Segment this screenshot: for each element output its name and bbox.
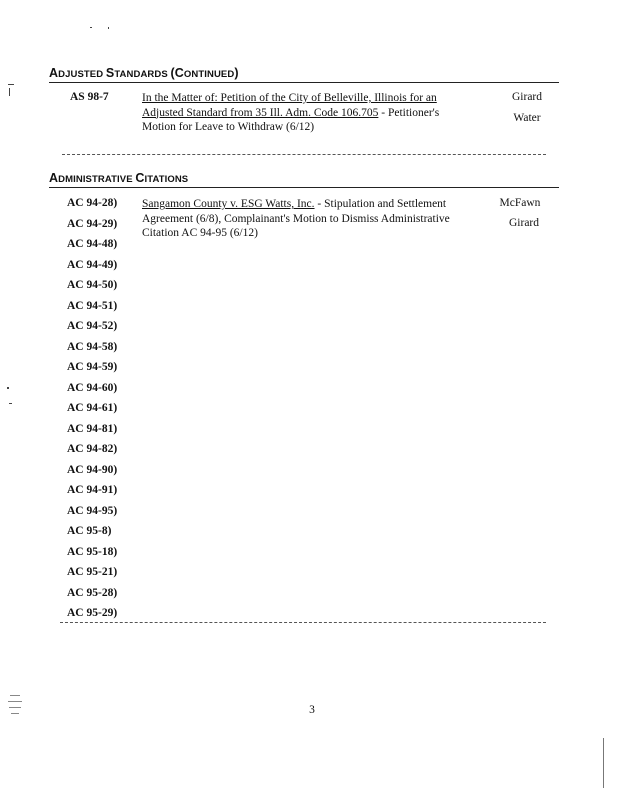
docket-number: AC 94-81) <box>67 422 118 435</box>
scan-speck <box>8 701 22 702</box>
description-text: - Petitioner's Motion for Leave to Withdraw (6/12) <box>142 106 440 133</box>
docket-number: AC 94-61) <box>67 402 118 414</box>
board-member-name: Girard <box>508 217 539 229</box>
docket-number: AC 94-52) <box>67 320 118 332</box>
heading-rule <box>49 187 559 188</box>
scan-speck <box>8 84 14 85</box>
scan-speck <box>9 88 10 96</box>
docket-number: AC 94-95) <box>67 504 118 517</box>
docket-number: AC 94-29) <box>67 217 118 230</box>
docket-number: AC 95-8) <box>67 525 112 537</box>
docket-number: AC 95-29) <box>67 607 118 619</box>
scan-speck <box>108 27 109 29</box>
case-title: Sangamon County v. ESG Watts, Inc. <box>142 198 315 210</box>
docket-number: AC 94-90) <box>67 463 118 476</box>
board-member-name: Girard <box>511 91 542 103</box>
docket-number: AC 94-48) <box>67 238 118 250</box>
scan-speck <box>603 738 604 788</box>
docket-number: AC 95-21) <box>67 566 118 578</box>
case-title: In the Matter of: Petition of the City of Belleville, Illinois for an Adjusted Standard from 35 Ill. Adm. Code 106.705 <box>142 92 437 119</box>
scan-speck <box>11 713 19 714</box>
page-number: 3 <box>309 704 315 716</box>
section-heading-adjusted-standards: ADJUSTED STANDARDS (CONTINUED) <box>49 66 239 80</box>
docket-number: AC 94-49) <box>67 258 118 271</box>
docket-number: AC 94-51) <box>67 299 118 312</box>
scan-speck <box>9 403 12 404</box>
entry-description <box>142 197 472 241</box>
docket-number: AC 94-58) <box>67 340 118 353</box>
scan-speck <box>9 707 21 708</box>
entry-description <box>142 91 462 135</box>
docket-number: AC 94-50) <box>67 279 118 291</box>
heading-rule <box>49 82 559 83</box>
docket-number: AC 95-28) <box>67 586 118 599</box>
scan-speck <box>90 27 92 28</box>
scan-speck <box>7 387 9 389</box>
docket-number: AC 94-91) <box>67 484 118 496</box>
board-member-name: McFawn <box>499 197 541 209</box>
docket-number: AC 94-60) <box>67 381 118 394</box>
docket-number: AC 94-82) <box>67 443 118 455</box>
section-divider <box>62 154 546 155</box>
docket-number: AC 95-18) <box>67 545 118 558</box>
docket-number: AC 94-59) <box>67 361 118 373</box>
section-divider <box>60 622 546 623</box>
docket-number: AC 94-28) <box>67 197 118 209</box>
scan-speck <box>10 695 20 696</box>
section-heading-administrative-citations: ADMINISTRATIVE CITATIONS <box>49 171 189 185</box>
board-member-name: Water <box>513 112 541 124</box>
docket-number: AS 98-7 <box>70 91 109 103</box>
description-text: - Stipulation and Settlement Agreement (6/8), Complainant's Motion to Dismiss Administrative Citation AC 94-95 (6/12) <box>142 198 450 239</box>
